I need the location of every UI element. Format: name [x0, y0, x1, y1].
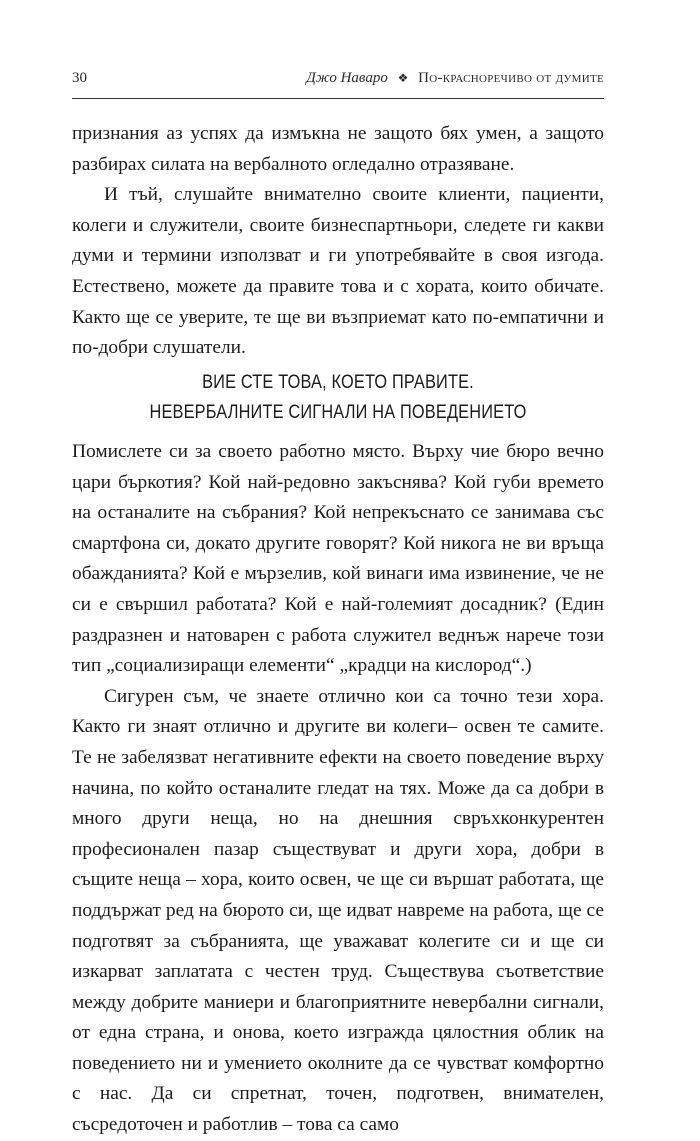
running-head [306, 70, 604, 87]
section-heading [109, 368, 567, 428]
paragraph: Помислете си за своето работно място. Върху чие бюро вечно цари бъркотия? Кой най-редовно закъснява? Кой губи времето на останалите на събрания? Кой непрекъснато се занимава със смартфона си, докато другите говорят? Кой никога не ви връща обажданията? Кой е мързелив, кой винаги има извинение, че не си е свършил работата? Кой е най-големият досадник? (Един раздразнен и натоварен с работа служител веднъж нарече този тип „социализиращи елементи“ „крадци на кислород“.) [72, 441, 604, 677]
book-title: По-красноречиво от думите [418, 70, 604, 86]
page-number: 30 [72, 70, 87, 86]
author-name: Джо Наваро [306, 70, 388, 86]
intro-text [72, 119, 604, 364]
section-heading-line: НЕВЕРБАЛНИТЕ СИГНАЛИ НА ПОВЕДЕНИЕТО [149, 402, 527, 423]
header-rule [72, 98, 604, 99]
paragraph: признания аз успях да измъкна не защото бях умен, а защото разбирах силата на вербалното огледално отразяване. [72, 123, 604, 175]
paragraph: Сигурен съм, че знаете отлично кои са точно тези хора. Както ги знаят отлично и другите ви колеги– освен те самите. Те не забелязват негативните ефекти на своето поведение върху начина, по който останалите гледат на тях. Може да са добри в много други неща, но на днешния свръхконкурентен професионален пазар съществуват и други хора, добри в същите неща – хора, които освен, че ще си вършат работата, ще поддържат ред на бюрото си, ще идват навреме на работа, ще се подготвят за събранията, ще уважават колегите си и ще си изкарват заплатата с честен труд. Съществува съответствие между добрите маниери и благоприятните невербални сигнали, от една страна, и онова, което изгражда цялостния облик на поведението ни и умението околните да се чувстват комфортно с нас. Да си спретнат, точен, подготвен, внимателен, съсредоточен и работлив – това са само [72, 685, 604, 1136]
page-header [72, 70, 604, 94]
paragraph: И тъй, слушайте внимателно своите клиенти, пациенти, колеги и служители, своите бизнеспартньори, следете ги какви думи и термини използват и ги употребявайте в своя изгода. Естествено, можете да правите това и с хората, които обичате. Както ще се уверите, те ще ви възприемат като по-емпатични и по-добри слушатели. [72, 184, 604, 359]
section-text [72, 437, 604, 1141]
section-heading-line: ВИЕ СТЕ ТОВА, КОЕТО ПРАВИТЕ. [202, 372, 474, 393]
fleuron-icon: ❖ [397, 71, 409, 85]
